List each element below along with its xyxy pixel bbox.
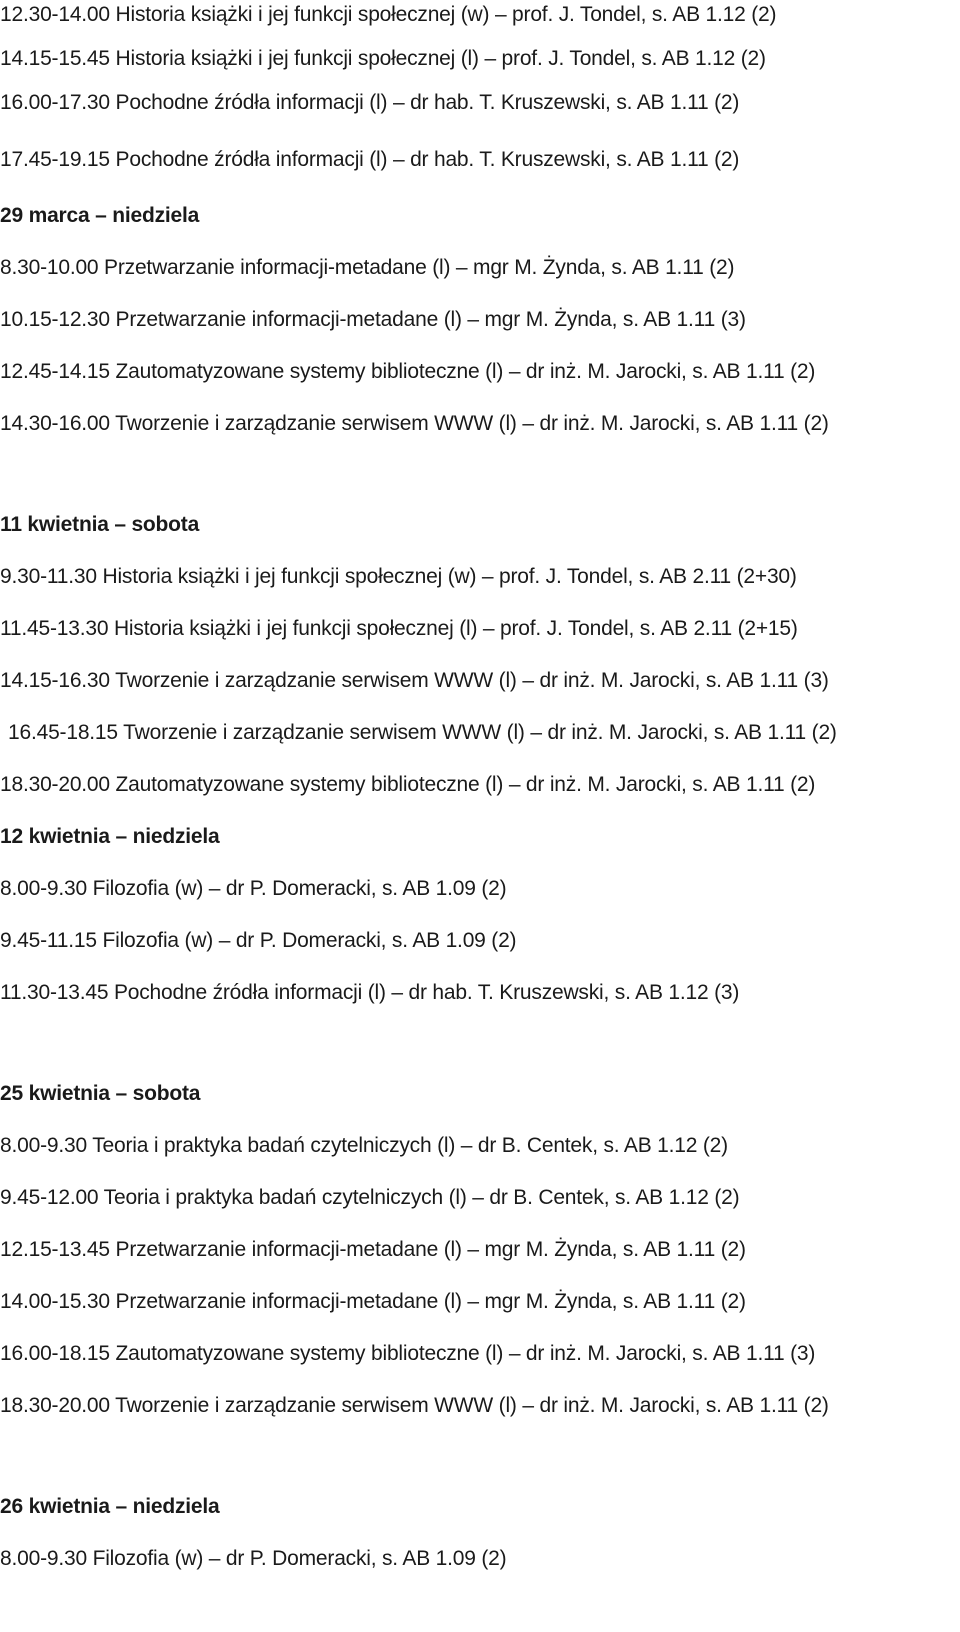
- schedule-entry: 14.30-16.00 Tworzenie i zarządzanie serwisem WWW (l) – dr inż. M. Jarocki, s. AB 1.11 (2): [0, 412, 829, 435]
- schedule-entry: 8.00-9.30 Filozofia (w) – dr P. Domeracki, s. AB 1.09 (2): [0, 1547, 507, 1570]
- schedule-entry: 14.15-15.45 Historia książki i jej funkcji społecznej (l) – prof. J. Tondel, s. AB 1.12 (2): [0, 47, 766, 70]
- schedule-entry: 10.15-12.30 Przetwarzanie informacji-metadane (l) – mgr M. Żynda, s. AB 1.11 (3): [0, 308, 746, 331]
- schedule-entry: 11.30-13.45 Pochodne źródła informacji (l) – dr hab. T. Kruszewski, s. AB 1.12 (3): [0, 981, 740, 1004]
- schedule-entry: 18.30-20.00 Zautomatyzowane systemy biblioteczne (l) – dr inż. M. Jarocki, s. AB 1.11 (2): [0, 773, 816, 796]
- schedule-entry: 8.00-9.30 Teoria i praktyka badań czytelniczych (l) – dr B. Centek, s. AB 1.12 (2): [0, 1134, 728, 1157]
- day-heading: 26 kwietnia – niedziela: [0, 1495, 220, 1518]
- schedule-entry: 8.00-9.30 Filozofia (w) – dr P. Domeracki, s. AB 1.09 (2): [0, 877, 507, 900]
- day-heading: 12 kwietnia – niedziela: [0, 825, 220, 848]
- schedule-entry: 14.15-16.30 Tworzenie i zarządzanie serwisem WWW (l) – dr inż. M. Jarocki, s. AB 1.11 (3): [0, 669, 829, 692]
- day-heading: 11 kwietnia – sobota: [0, 513, 200, 536]
- schedule-entry: 12.45-14.15 Zautomatyzowane systemy biblioteczne (l) – dr inż. M. Jarocki, s. AB 1.11 (2): [0, 360, 816, 383]
- schedule-entry: 14.00-15.30 Przetwarzanie informacji-metadane (l) – mgr M. Żynda, s. AB 1.11 (2): [0, 1290, 746, 1313]
- day-heading: 25 kwietnia – sobota: [0, 1082, 201, 1105]
- schedule-entry: 17.45-19.15 Pochodne źródła informacji (l) – dr hab. T. Kruszewski, s. AB 1.11 (2): [0, 148, 740, 171]
- schedule-entry: 9.45-11.15 Filozofia (w) – dr P. Domeracki, s. AB 1.09 (2): [0, 929, 517, 952]
- schedule-entry: 8.30-10.00 Przetwarzanie informacji-metadane (l) – mgr M. Żynda, s. AB 1.11 (2): [0, 256, 735, 279]
- schedule-entry: 9.45-12.00 Teoria i praktyka badań czytelniczych (l) – dr B. Centek, s. AB 1.12 (2): [0, 1186, 740, 1209]
- schedule-entry: 16.45-18.15 Tworzenie i zarządzanie serwisem WWW (l) – dr inż. M. Jarocki, s. AB 1.11 (2): [8, 721, 837, 744]
- schedule-entry: 12.15-13.45 Przetwarzanie informacji-metadane (l) – mgr M. Żynda, s. AB 1.11 (2): [0, 1238, 746, 1261]
- day-heading: 29 marca – niedziela: [0, 204, 200, 227]
- schedule-entry: 18.30-20.00 Tworzenie i zarządzanie serwisem WWW (l) – dr inż. M. Jarocki, s. AB 1.11 (2): [0, 1394, 829, 1417]
- schedule-entry: 16.00-17.30 Pochodne źródła informacji (l) – dr hab. T. Kruszewski, s. AB 1.11 (2): [0, 91, 740, 114]
- schedule-entry: 16.00-18.15 Zautomatyzowane systemy biblioteczne (l) – dr inż. M. Jarocki, s. AB 1.11 (3): [0, 1342, 816, 1365]
- schedule-entry: 12.30-14.00 Historia książki i jej funkcji społecznej (w) – prof. J. Tondel, s. AB 1.12 (2): [0, 3, 777, 26]
- schedule-entry: 11.45-13.30 Historia książki i jej funkcji społecznej (l) – prof. J. Tondel, s. AB 2.11 (2+15): [0, 617, 798, 640]
- schedule-entry: 9.30-11.30 Historia książki i jej funkcji społecznej (w) – prof. J. Tondel, s. AB 2.11 (2+30): [0, 565, 797, 588]
